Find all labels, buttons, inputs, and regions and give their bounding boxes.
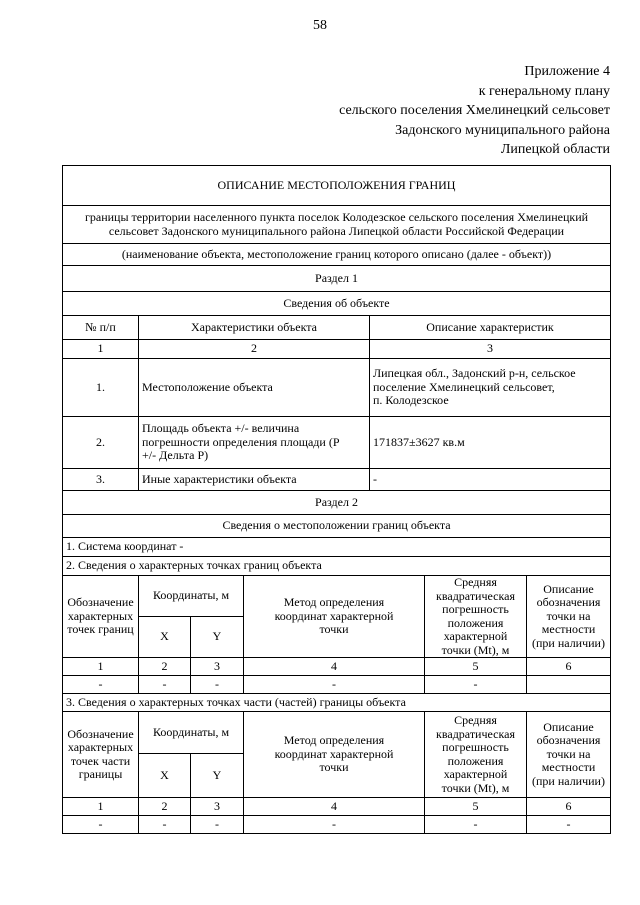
- t1-colnum-1: 1: [63, 658, 139, 676]
- t2-designation-line-2: характерных: [67, 740, 134, 754]
- form-title: ОПИСАНИЕ МЕСТОПОЛОЖЕНИЯ ГРАНИЦ: [63, 166, 611, 206]
- t1-method-line-3: точки: [319, 622, 349, 637]
- t2-colnum-6: 6: [527, 798, 611, 816]
- t1-error-line-2: квадратическая: [436, 588, 515, 603]
- t1-error-header: [425, 576, 527, 658]
- row-name: [139, 417, 370, 469]
- row-name: Иные характеристики объекта: [139, 469, 370, 491]
- row-value-line-3: п. Колодезское: [373, 393, 449, 408]
- section-1-title: Сведения об объекте: [63, 292, 611, 316]
- row-value: -: [370, 469, 611, 491]
- appendix-header: [339, 62, 610, 160]
- section-1-heading: Раздел 1: [63, 266, 611, 292]
- t1-desc-line-2: обозначения: [536, 595, 601, 610]
- t1-designation-line-2: характерных: [67, 608, 134, 623]
- appendix-line-3: сельского поселения Хмелинецкий сельсовет: [339, 103, 610, 119]
- t1-cell: -: [425, 676, 527, 694]
- row-num: 1.: [63, 359, 139, 417]
- row-name-line-1: Площадь объекта +/- величина: [142, 421, 300, 436]
- row-value-line-1: Липецкая обл., Задонский р-н, сельское: [373, 366, 576, 381]
- section-2-heading: Раздел 2: [63, 491, 611, 515]
- colnum-3: 3: [370, 340, 611, 359]
- colnum-1: 1: [63, 340, 139, 359]
- table-row: [63, 676, 611, 694]
- parts-title: 3. Сведения о характерных точках части (частей) границы объекта: [63, 694, 611, 712]
- t1-desc-line-1: Описание: [543, 581, 594, 596]
- object-name-line-1: границы территории населенного пункта поселок Колодезское сельского поселения Хмелинецкий: [84, 210, 589, 224]
- table-row: [63, 469, 611, 491]
- t1-colnum-2: 2: [139, 658, 191, 676]
- t1-desc-line-3: точки на: [546, 608, 591, 623]
- appendix-line-2: к генеральному плану: [478, 83, 610, 99]
- t2-error-line-5: характерной: [443, 767, 508, 781]
- t2-colnum-3: 3: [191, 798, 244, 816]
- row-name-line-3: +/- Дельта P): [142, 448, 209, 463]
- t2-method-header: [244, 712, 425, 798]
- row-value: [370, 359, 611, 417]
- t2-cell: -: [139, 816, 191, 834]
- t2-cell: -: [63, 816, 139, 834]
- points-title: 2. Сведения о характерных точках границ объекта: [63, 557, 611, 576]
- t2-coords-header: Координаты, м: [139, 712, 244, 754]
- t2-designation-line-3: точек части: [70, 753, 131, 768]
- table-row: [63, 417, 611, 469]
- t2-designation-line-1: Обозначение: [67, 726, 134, 741]
- row-name-line-2: погрешности определения площади (P: [142, 434, 340, 449]
- t1-x-header: X: [139, 617, 191, 658]
- t2-colnum-5: 5: [425, 798, 527, 816]
- row-name: Местоположение объекта: [139, 359, 370, 417]
- t1-y-header: Y: [191, 617, 244, 658]
- object-name-line-2: сельсовет Задонского муниципального района Липецкой области Российской Федерации: [108, 223, 565, 238]
- t1-cell: -: [244, 676, 425, 694]
- t2-colnum-1: 1: [63, 798, 139, 816]
- table-row: [63, 816, 611, 834]
- t2-method-line-1: Метод определения: [283, 733, 385, 748]
- t1-desc-line-5: (при наличии): [532, 635, 605, 650]
- t2-desc-header: [527, 712, 611, 798]
- t2-y-header: Y: [191, 754, 244, 798]
- coordinate-system: 1. Система координат -: [63, 538, 611, 557]
- object-caption: (наименование объекта, местоположение границ которого описано (далее - объект)): [63, 244, 611, 266]
- t2-error-line-6: точки (Mt), м: [441, 780, 510, 795]
- t1-cell: -: [139, 676, 191, 694]
- t1-desc-header: [527, 576, 611, 658]
- object-name: [63, 206, 611, 244]
- t1-error-line-4: положения: [447, 615, 504, 630]
- row-num: 3.: [63, 469, 139, 491]
- t2-designation-line-4: границы: [78, 767, 123, 781]
- t2-desc-line-1: Описание: [543, 719, 594, 734]
- t2-cell: -: [527, 816, 611, 834]
- t2-error-line-4: положения: [447, 753, 504, 768]
- t2-method-line-2: координат характерной: [274, 746, 394, 761]
- t2-desc-line-2: обозначения: [536, 733, 601, 748]
- header-characteristic: Характеристики объекта: [139, 316, 370, 340]
- t2-error-line-3: погрешность: [442, 740, 509, 754]
- t2-method-line-3: точки: [319, 760, 349, 775]
- t1-error-line-6: точки (Mt), м: [441, 642, 510, 657]
- row-num: 2.: [63, 417, 139, 469]
- t2-desc-line-3: точки на: [546, 746, 591, 761]
- header-num: № п/п: [63, 316, 139, 340]
- t1-colnum-3: 3: [191, 658, 244, 676]
- t1-designation-line-1: Обозначение: [67, 595, 134, 610]
- t1-colnum-6: 6: [527, 658, 611, 676]
- t2-error-header: [425, 712, 527, 798]
- t2-x-header: X: [139, 754, 191, 798]
- t2-error-line-2: квадратическая: [436, 726, 515, 741]
- t1-colnum-5: 5: [425, 658, 527, 676]
- t1-method-line-1: Метод определения: [283, 595, 385, 610]
- t1-cell: [527, 676, 611, 694]
- t1-method-line-2: координат характерной: [274, 608, 394, 623]
- header-description: Описание характеристик: [370, 316, 611, 340]
- t1-error-line-1: Средняя: [454, 575, 497, 589]
- t2-cell: -: [191, 816, 244, 834]
- t2-desc-line-5: (при наличии): [532, 773, 605, 788]
- t1-cell: -: [63, 676, 139, 694]
- t2-desc-line-4: местности: [541, 760, 596, 775]
- t2-cell: -: [244, 816, 425, 834]
- t2-designation-header: [63, 712, 139, 798]
- t1-error-line-5: характерной: [443, 629, 508, 643]
- section-2-title: Сведения о местоположении границ объекта: [63, 515, 611, 538]
- table-row: [63, 359, 611, 417]
- row-value-line-2: поселение Хмелинецкий сельсовет,: [373, 379, 555, 394]
- t2-colnum-4: 4: [244, 798, 425, 816]
- appendix-line-4: Задонского муниципального района: [395, 122, 610, 138]
- t1-designation-header: [63, 576, 139, 658]
- t1-coords-header: Координаты, м: [139, 576, 244, 617]
- t2-cell: -: [425, 816, 527, 834]
- t1-designation-line-3: точек границ: [67, 622, 134, 637]
- t1-colnum-4: 4: [244, 658, 425, 676]
- t1-method-header: [244, 576, 425, 658]
- t2-colnum-2: 2: [139, 798, 191, 816]
- t1-cell: -: [191, 676, 244, 694]
- appendix-line-5: Липецкой области: [500, 142, 610, 158]
- row-value: 171837±3627 кв.м: [370, 417, 611, 469]
- t1-error-line-3: погрешность: [442, 602, 509, 616]
- page-number: 58: [313, 18, 327, 33]
- appendix-line-1: Приложение 4: [524, 64, 610, 79]
- t1-desc-line-4: местности: [541, 622, 596, 637]
- colnum-2: 2: [139, 340, 370, 359]
- boundary-description-form: [62, 165, 611, 834]
- t2-error-line-1: Средняя: [454, 713, 497, 727]
